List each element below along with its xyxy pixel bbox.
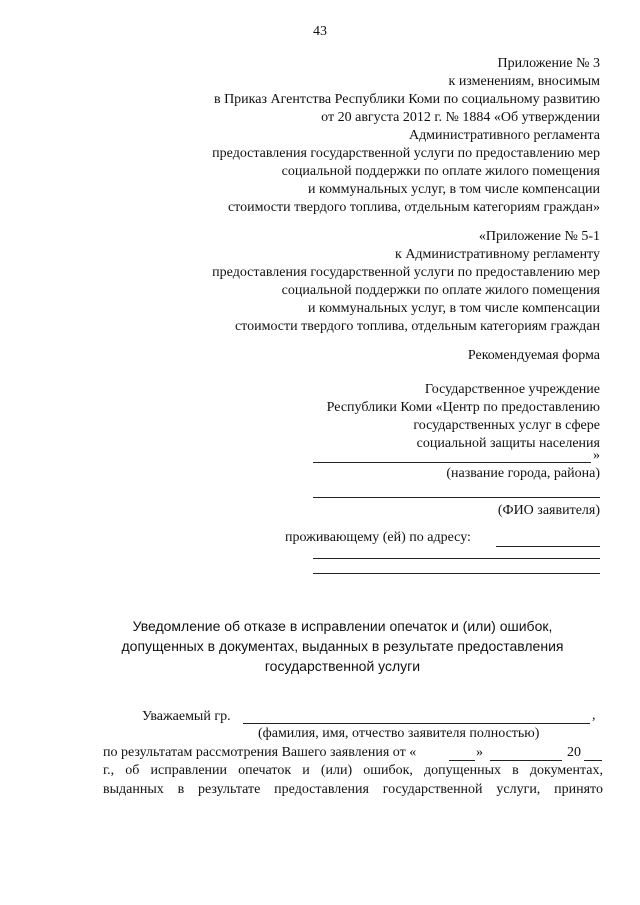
header-line: стоимости твердого топлива, отдельным категориям граждан xyxy=(234,319,600,334)
addressee-line: социальной защиты населения xyxy=(416,436,600,451)
header-line: и коммунальных услуг, в том числе компенсации xyxy=(307,182,600,197)
fio-blank-line xyxy=(313,497,600,498)
body-line-1-quote: » xyxy=(476,745,483,760)
address-blank-line-2 xyxy=(313,558,600,559)
month-blank-line xyxy=(490,760,562,761)
header-line: «Приложение № 5-1 xyxy=(478,229,600,244)
header-line: социальной поддержки по оплате жилого помещения xyxy=(281,283,600,298)
body-line-1-start: по результатам рассмотрения Вашего заявления от « xyxy=(103,745,417,760)
year-blank-line xyxy=(584,760,602,761)
header-line: предоставления государственной услуги по предоставлению мер xyxy=(212,265,600,280)
header-line: в Приказ Агентства Республики Коми по социальному развитию xyxy=(213,92,600,107)
header-line: к Административному регламенту xyxy=(395,247,600,262)
header-line: предоставления государственной услуги по предоставлению мер xyxy=(212,146,600,161)
header-line: к изменениям, вносимым xyxy=(448,74,600,89)
addressee-line: государственных услуг в сфере xyxy=(413,418,600,433)
address-label: проживающему (ей) по адресу: xyxy=(285,530,471,545)
header-line: социальной поддержки по оплате жилого помещения xyxy=(281,164,600,179)
address-blank-line-1 xyxy=(496,546,600,547)
header-line: и коммунальных услуг, в том числе компенсации xyxy=(307,301,600,316)
greeting-label: Уважаемый гр. xyxy=(142,709,231,724)
addressee-block xyxy=(327,381,600,453)
greeting-blank-line xyxy=(243,723,590,724)
page-number: 43 xyxy=(313,24,327,39)
year-prefix: 20 xyxy=(567,745,581,760)
addressee-line: Республики Коми «Центр по предоставлению xyxy=(326,400,600,415)
fio-full-label: (фамилия, имя, отчество заявителя полностью) xyxy=(258,726,540,741)
header-line: от 20 августа 2012 г. № 1884 «Об утверждении xyxy=(321,110,600,125)
closing-quote: » xyxy=(593,448,600,463)
city-label: (название города, района) xyxy=(446,466,600,481)
addressee-line: Государственное учреждение xyxy=(424,382,600,397)
greeting-comma: , xyxy=(592,708,596,723)
header-line: стоимости твердого топлива, отдельным категориям граждан» xyxy=(227,200,600,215)
header-line: Административного регламента xyxy=(408,128,600,143)
day-blank-line xyxy=(449,760,475,761)
recommended-form-label: Рекомендуемая форма xyxy=(467,348,600,363)
address-blank-line-3 xyxy=(313,573,600,574)
notice-title: Уведомление об отказе в исправлении опечаток и (или) ошибок, допущенных в документах, выданных в результате предоставления государственной услуги xyxy=(121,618,564,674)
header-line: Приложение № 3 xyxy=(497,56,600,71)
addressee-blank-line xyxy=(313,462,591,463)
body-line-3: выданных в результате предоставления государственной услуги, принято xyxy=(103,782,603,797)
fio-label: (ФИО заявителя) xyxy=(497,503,600,518)
appendix-header-2 xyxy=(212,228,600,336)
body-line-2: г., об исправлении опечаток и (или) ошибок, допущенных в документах, xyxy=(103,763,603,778)
appendix-header-1 xyxy=(212,55,600,217)
